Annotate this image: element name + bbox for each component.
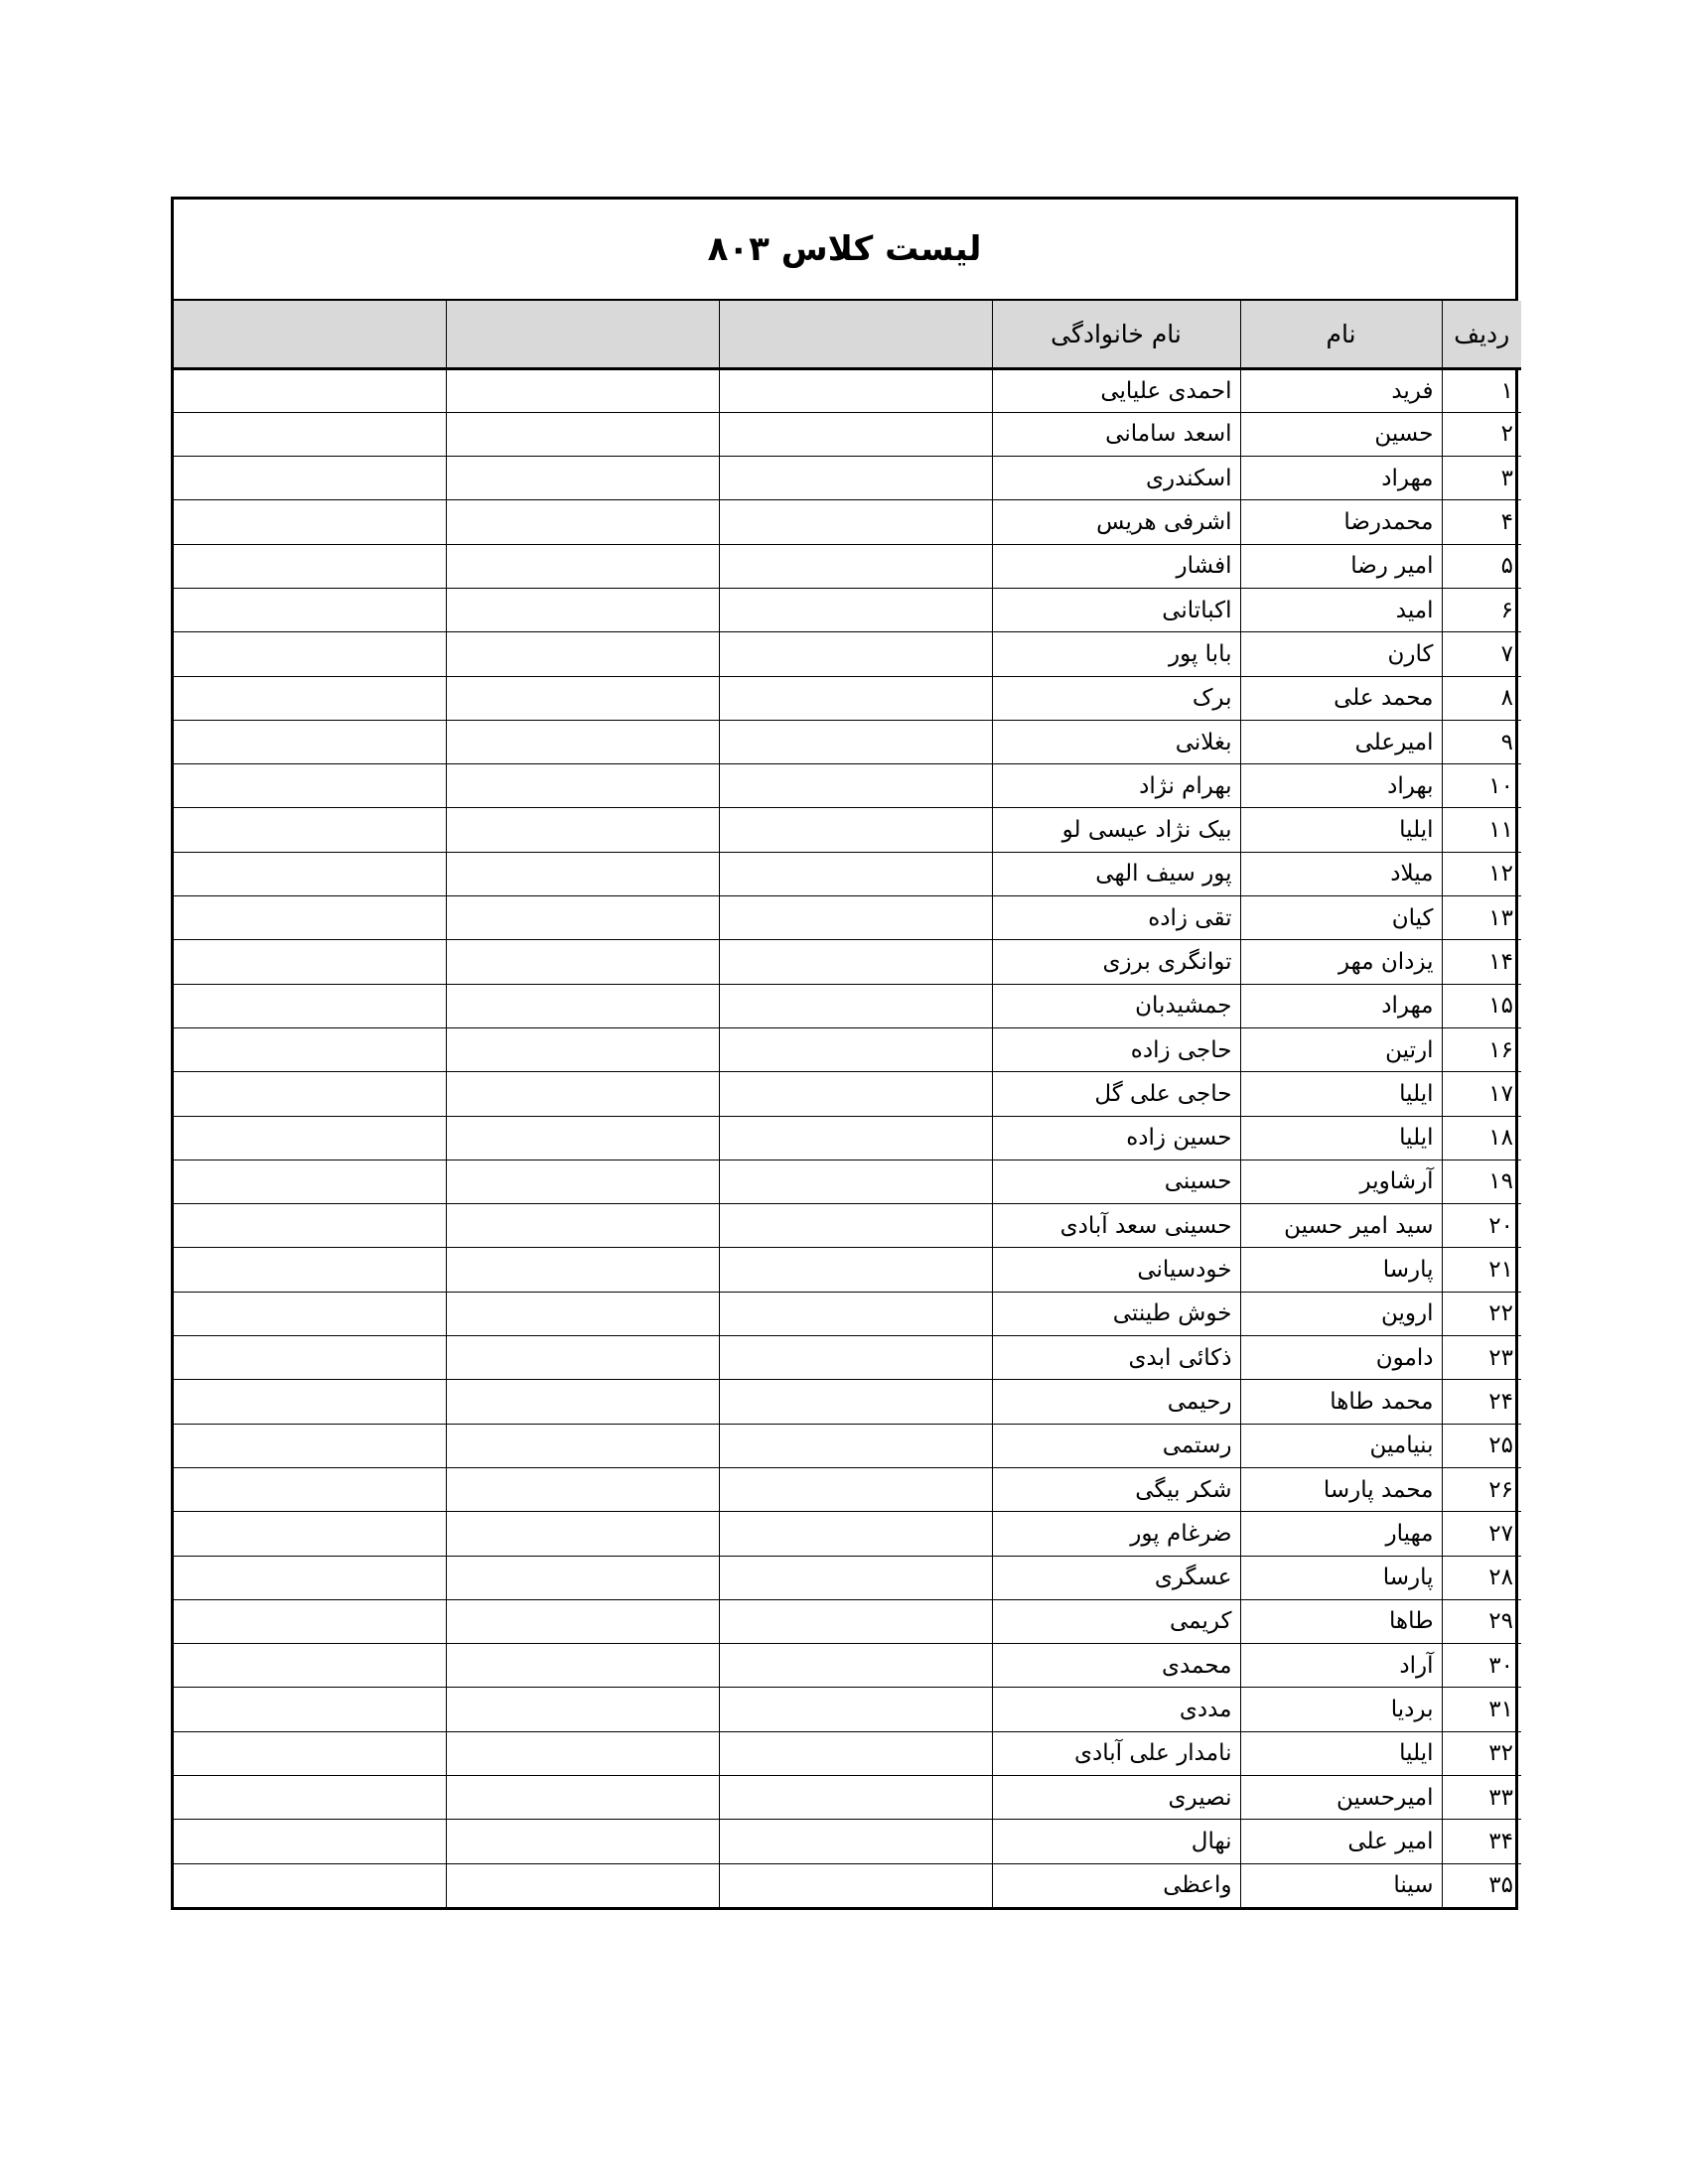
last-name-cell: نصیری (992, 1776, 1240, 1820)
row-number-cell: ۱۹ (1442, 1160, 1521, 1203)
table-row (174, 1467, 1521, 1511)
header-row (174, 301, 1521, 368)
table-row (174, 808, 1521, 852)
last-name-cell: بهرام نژاد (992, 764, 1240, 808)
first-name-cell: امیر رضا (1240, 544, 1442, 588)
header-first-name: نام (1240, 301, 1442, 368)
last-name-cell: شکر بیگی (992, 1467, 1240, 1511)
row-number-cell: ۱۶ (1442, 1027, 1521, 1071)
empty-cell (719, 1116, 992, 1160)
student-table (174, 301, 1521, 1907)
last-name-cell: تقی زاده (992, 896, 1240, 940)
first-name-cell: ایلیا (1240, 1116, 1442, 1160)
row-number-cell: ۲۰ (1442, 1204, 1521, 1248)
empty-cell (446, 588, 719, 631)
table-row (174, 940, 1521, 984)
empty-cell (719, 1863, 992, 1907)
empty-cell (174, 1556, 446, 1599)
first-name-cell: فرید (1240, 368, 1442, 412)
table-row (174, 720, 1521, 763)
empty-cell (446, 500, 719, 544)
table-body (174, 368, 1521, 1907)
empty-cell (174, 1863, 446, 1907)
table-row (174, 1027, 1521, 1071)
empty-cell (446, 1248, 719, 1292)
last-name-cell: نهال (992, 1820, 1240, 1863)
empty-cell (719, 1776, 992, 1820)
page-title: لیست کلاس ۸۰۳ (707, 229, 982, 269)
empty-cell (719, 412, 992, 456)
row-number-cell: ۲۲ (1442, 1292, 1521, 1335)
last-name-cell: حسین زاده (992, 1116, 1240, 1160)
empty-cell (719, 1688, 992, 1731)
table-row (174, 1644, 1521, 1688)
empty-cell (174, 676, 446, 720)
empty-cell (446, 1776, 719, 1820)
empty-cell (174, 1424, 446, 1467)
empty-cell (446, 412, 719, 456)
table-row (174, 1731, 1521, 1775)
empty-cell (174, 940, 446, 984)
empty-cell (174, 1599, 446, 1643)
header-extra-1 (719, 301, 992, 368)
last-name-cell: کریمی (992, 1599, 1240, 1643)
table-row (174, 500, 1521, 544)
header-extra-2 (446, 301, 719, 368)
empty-cell (446, 1556, 719, 1599)
empty-cell (174, 1644, 446, 1688)
row-number-cell: ۲۹ (1442, 1599, 1521, 1643)
last-name-cell: بابا پور (992, 632, 1240, 676)
last-name-cell: رستمی (992, 1424, 1240, 1467)
empty-cell (719, 368, 992, 412)
empty-cell (174, 368, 446, 412)
last-name-cell: واعظی (992, 1863, 1240, 1907)
header-last-name: نام خانوادگی (992, 301, 1240, 368)
empty-cell (174, 1248, 446, 1292)
table-row (174, 1292, 1521, 1335)
first-name-cell: بنیامین (1240, 1424, 1442, 1467)
last-name-cell: بیک نژاد عیسی لو (992, 808, 1240, 852)
last-name-cell: عسگری (992, 1556, 1240, 1599)
empty-cell (174, 1072, 446, 1116)
row-number-cell: ۲۳ (1442, 1336, 1521, 1380)
row-number-cell: ۱۵ (1442, 984, 1521, 1027)
row-number-cell: ۴ (1442, 500, 1521, 544)
empty-cell (719, 1204, 992, 1248)
row-number-cell: ۱۲ (1442, 852, 1521, 895)
empty-cell (446, 896, 719, 940)
empty-cell (719, 1380, 992, 1424)
table-row (174, 1380, 1521, 1424)
table-row (174, 1160, 1521, 1203)
row-number-cell: ۲۷ (1442, 1512, 1521, 1556)
first-name-cell: محمد علی (1240, 676, 1442, 720)
empty-cell (174, 984, 446, 1027)
table-row (174, 1776, 1521, 1820)
empty-cell (174, 896, 446, 940)
last-name-cell: پور سیف الهی (992, 852, 1240, 895)
table-row (174, 588, 1521, 631)
table-row (174, 412, 1521, 456)
row-number-cell: ۳۳ (1442, 1776, 1521, 1820)
empty-cell (446, 1688, 719, 1731)
empty-cell (446, 676, 719, 720)
last-name-cell: رحیمی (992, 1380, 1240, 1424)
header-row-number: ردیف (1442, 301, 1521, 368)
row-number-cell: ۲۸ (1442, 1556, 1521, 1599)
table-row (174, 896, 1521, 940)
empty-cell (174, 1512, 446, 1556)
row-number-cell: ۱۴ (1442, 940, 1521, 984)
row-number-cell: ۵ (1442, 544, 1521, 588)
first-name-cell: مهراد (1240, 457, 1442, 500)
empty-cell (446, 1599, 719, 1643)
row-number-cell: ۱ (1442, 368, 1521, 412)
table-row (174, 1116, 1521, 1160)
row-number-cell: ۲۵ (1442, 1424, 1521, 1467)
empty-cell (446, 720, 719, 763)
table-row (174, 1556, 1521, 1599)
empty-cell (446, 1863, 719, 1907)
empty-cell (174, 457, 446, 500)
row-number-cell: ۳۲ (1442, 1731, 1521, 1775)
first-name-cell: ایلیا (1240, 808, 1442, 852)
table-row (174, 1688, 1521, 1731)
first-name-cell: مهیار (1240, 1512, 1442, 1556)
empty-cell (446, 1336, 719, 1380)
empty-cell (174, 1380, 446, 1424)
empty-cell (446, 1424, 719, 1467)
empty-cell (174, 764, 446, 808)
table-row (174, 984, 1521, 1027)
empty-cell (719, 1820, 992, 1863)
empty-cell (446, 1072, 719, 1116)
row-number-cell: ۱۷ (1442, 1072, 1521, 1116)
empty-cell (174, 1776, 446, 1820)
empty-cell (174, 1116, 446, 1160)
empty-cell (446, 984, 719, 1027)
last-name-cell: مددی (992, 1688, 1240, 1731)
empty-cell (174, 632, 446, 676)
first-name-cell: میلاد (1240, 852, 1442, 895)
first-name-cell: آراد (1240, 1644, 1442, 1688)
last-name-cell: نامدار علی آبادی (992, 1731, 1240, 1775)
table-header (174, 301, 1521, 368)
first-name-cell: سینا (1240, 1863, 1442, 1907)
empty-cell (719, 1072, 992, 1116)
last-name-cell: توانگری برزی (992, 940, 1240, 984)
table-row (174, 632, 1521, 676)
empty-cell (174, 1467, 446, 1511)
last-name-cell: حاجی زاده (992, 1027, 1240, 1071)
table-row (174, 676, 1521, 720)
empty-cell (719, 632, 992, 676)
empty-cell (719, 764, 992, 808)
empty-cell (719, 896, 992, 940)
table-row (174, 1204, 1521, 1248)
row-number-cell: ۱۱ (1442, 808, 1521, 852)
first-name-cell: دامون (1240, 1336, 1442, 1380)
empty-cell (446, 544, 719, 588)
empty-cell (446, 1467, 719, 1511)
first-name-cell: پارسا (1240, 1556, 1442, 1599)
last-name-cell: خوش طینتی (992, 1292, 1240, 1335)
header-extra-3 (174, 301, 446, 368)
row-number-cell: ۳۰ (1442, 1644, 1521, 1688)
table-row (174, 1512, 1521, 1556)
empty-cell (174, 852, 446, 895)
empty-cell (719, 984, 992, 1027)
empty-cell (174, 588, 446, 631)
empty-cell (174, 1204, 446, 1248)
table-row (174, 764, 1521, 808)
table-row (174, 1072, 1521, 1116)
row-number-cell: ۱۰ (1442, 764, 1521, 808)
first-name-cell: محمدرضا (1240, 500, 1442, 544)
empty-cell (719, 1644, 992, 1688)
empty-cell (174, 1336, 446, 1380)
last-name-cell: احمدی علیایی (992, 368, 1240, 412)
last-name-cell: حسینی (992, 1160, 1240, 1203)
row-number-cell: ۷ (1442, 632, 1521, 676)
row-number-cell: ۱۸ (1442, 1116, 1521, 1160)
first-name-cell: محمد طاها (1240, 1380, 1442, 1424)
last-name-cell: اسعد سامانی (992, 412, 1240, 456)
empty-cell (446, 852, 719, 895)
last-name-cell: حسینی سعد آبادی (992, 1204, 1240, 1248)
first-name-cell: یزدان مهر (1240, 940, 1442, 984)
row-number-cell: ۳۱ (1442, 1688, 1521, 1731)
first-name-cell: امید (1240, 588, 1442, 631)
empty-cell (446, 1204, 719, 1248)
first-name-cell: حسین (1240, 412, 1442, 456)
last-name-cell: اکباتانی (992, 588, 1240, 631)
last-name-cell: محمدی (992, 1644, 1240, 1688)
first-name-cell: ایلیا (1240, 1072, 1442, 1116)
empty-cell (719, 1027, 992, 1071)
first-name-cell: کارن (1240, 632, 1442, 676)
empty-cell (719, 1731, 992, 1775)
empty-cell (719, 1424, 992, 1467)
empty-cell (719, 1599, 992, 1643)
empty-cell (446, 1116, 719, 1160)
empty-cell (446, 1512, 719, 1556)
empty-cell (446, 1820, 719, 1863)
first-name-cell: امیرحسین (1240, 1776, 1442, 1820)
empty-cell (719, 808, 992, 852)
empty-cell (719, 720, 992, 763)
first-name-cell: امیرعلی (1240, 720, 1442, 763)
empty-cell (174, 412, 446, 456)
row-number-cell: ۳ (1442, 457, 1521, 500)
last-name-cell: ذکائی ابدی (992, 1336, 1240, 1380)
table-row (174, 1336, 1521, 1380)
empty-cell (446, 1731, 719, 1775)
first-name-cell: بهراد (1240, 764, 1442, 808)
empty-cell (719, 1248, 992, 1292)
class-list-sheet (171, 197, 1518, 1910)
empty-cell (446, 1380, 719, 1424)
row-number-cell: ۸ (1442, 676, 1521, 720)
empty-cell (719, 676, 992, 720)
row-number-cell: ۲ (1442, 412, 1521, 456)
empty-cell (719, 457, 992, 500)
row-number-cell: ۲۱ (1442, 1248, 1521, 1292)
first-name-cell: سید امیر حسین (1240, 1204, 1442, 1248)
empty-cell (174, 1688, 446, 1731)
table-row (174, 457, 1521, 500)
row-number-cell: ۹ (1442, 720, 1521, 763)
last-name-cell: افشار (992, 544, 1240, 588)
empty-cell (174, 1820, 446, 1863)
empty-cell (719, 1336, 992, 1380)
empty-cell (174, 1160, 446, 1203)
last-name-cell: حاجی علی گل (992, 1072, 1240, 1116)
row-number-cell: ۲۴ (1442, 1380, 1521, 1424)
first-name-cell: پارسا (1240, 1248, 1442, 1292)
table-row (174, 1863, 1521, 1907)
table-row (174, 368, 1521, 412)
empty-cell (174, 1027, 446, 1071)
first-name-cell: محمد پارسا (1240, 1467, 1442, 1511)
last-name-cell: برک (992, 676, 1240, 720)
empty-cell (174, 1731, 446, 1775)
empty-cell (719, 852, 992, 895)
last-name-cell: بغلانی (992, 720, 1240, 763)
table-row (174, 852, 1521, 895)
first-name-cell: بردیا (1240, 1688, 1442, 1731)
table-row (174, 1820, 1521, 1863)
empty-cell (446, 1292, 719, 1335)
empty-cell (719, 1556, 992, 1599)
empty-cell (719, 1467, 992, 1511)
first-name-cell: مهراد (1240, 984, 1442, 1027)
empty-cell (446, 808, 719, 852)
empty-cell (719, 1292, 992, 1335)
first-name-cell: طاها (1240, 1599, 1442, 1643)
row-number-cell: ۲۶ (1442, 1467, 1521, 1511)
row-number-cell: ۶ (1442, 588, 1521, 631)
first-name-cell: اروین (1240, 1292, 1442, 1335)
empty-cell (719, 500, 992, 544)
first-name-cell: امیر علی (1240, 1820, 1442, 1863)
last-name-cell: ضرغام پور (992, 1512, 1240, 1556)
empty-cell (446, 632, 719, 676)
empty-cell (446, 1644, 719, 1688)
last-name-cell: جمشیدبان (992, 984, 1240, 1027)
empty-cell (719, 1512, 992, 1556)
empty-cell (446, 1027, 719, 1071)
empty-cell (719, 940, 992, 984)
empty-cell (446, 457, 719, 500)
empty-cell (174, 1292, 446, 1335)
empty-cell (446, 1160, 719, 1203)
table-row (174, 1248, 1521, 1292)
table-row (174, 1599, 1521, 1643)
empty-cell (719, 588, 992, 631)
table-row (174, 544, 1521, 588)
empty-cell (174, 808, 446, 852)
empty-cell (719, 1160, 992, 1203)
empty-cell (446, 940, 719, 984)
first-name-cell: کیان (1240, 896, 1442, 940)
first-name-cell: ارتین (1240, 1027, 1442, 1071)
row-number-cell: ۳۴ (1442, 1820, 1521, 1863)
empty-cell (446, 368, 719, 412)
row-number-cell: ۱۳ (1442, 896, 1521, 940)
last-name-cell: اشرفی هریس (992, 500, 1240, 544)
first-name-cell: آرشاویر (1240, 1160, 1442, 1203)
empty-cell (446, 764, 719, 808)
empty-cell (174, 720, 446, 763)
empty-cell (174, 500, 446, 544)
table-row (174, 1424, 1521, 1467)
last-name-cell: خودسیانی (992, 1248, 1240, 1292)
last-name-cell: اسکندری (992, 457, 1240, 500)
title-row (174, 200, 1515, 301)
row-number-cell: ۳۵ (1442, 1863, 1521, 1907)
first-name-cell: ایلیا (1240, 1731, 1442, 1775)
empty-cell (174, 544, 446, 588)
empty-cell (719, 544, 992, 588)
